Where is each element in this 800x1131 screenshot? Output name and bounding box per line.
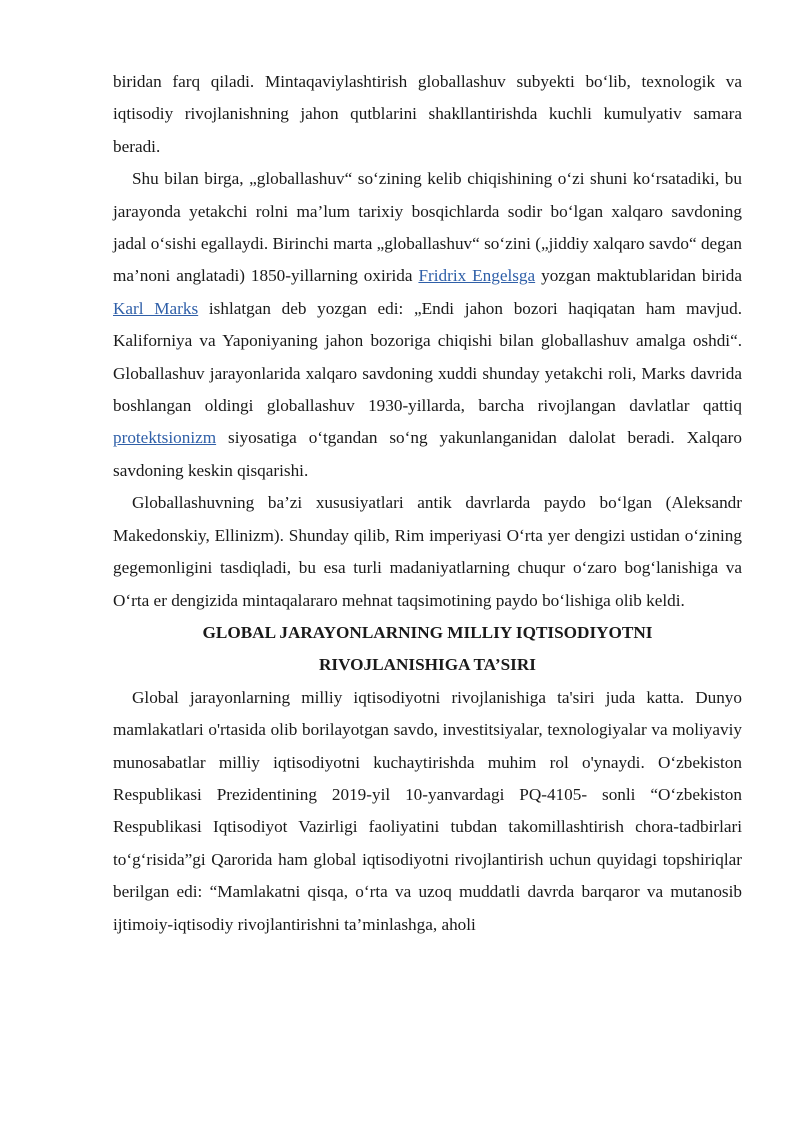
section-heading-line-1: GLOBAL JARAYONLARNING MILLIY IQTISODIYOTNI	[202, 622, 653, 642]
paragraph-4: Global jarayonlarning milliy iqtisodiyotni rivojlanishiga ta'siri juda katta. Dunyo mamlakatlari o'rtasida olib borilayotgan savdo, investitsiyalar, texnologiyalar va moliyaviy munosabatlar milliy iqtisodiyotni kuchaytirishda muhim rol o'ynaydi. O‘zbekiston Respublikasi Prezidentining 2019-yil 10-yanvardagi PQ-4105- sonli “O‘zbekiston Respublikasi Iqtisodiyot Vazirligi faoliyatini tubdan takomillashtirish chora-tadbirlari to‘g‘risida”gi Qarorida ham global iqtisodiyotni rivojlantirish uchun quyidagi topshiriqlar berilgan edi: “Mamlakatni qisqa, o‘rta va uzoq muddatli davrda barqaror va mutanosib ijtimoiy-iqtisodiy rivojlantirishni ta’minlashga, aholi	[113, 687, 742, 934]
paragraph-2-text-3: ishlatgan deb yozgan edi: „Endi jahon bozori haqiqatan ham mavjud. Kaliforniya va Yaponiyaning jahon bozoriga chiqishi bilan globallashuv amalga oshdi“. Globallashuv jarayonlarida xalqaro savdoning xuddi shunday yetakchi roli, Marks davrida boshlangan oldingi globallashuv 1930-yillarda, barcha rivojlangan davlatlar qattiq	[113, 298, 742, 416]
paragraph-2-text-1: Shu bilan birga, „globallashuv“ so‘zining kelib chiqishining o‘zi shuni ko‘rsatadiki, bu jarayonda yetakchi rolni ma’lum tarixiy bosqichlarda sodir bo‘lgan xalqaro savdoning jadal o‘sishi egallaydi. Birinchi marta „globallashuv“ so‘zini („jiddiy xalqaro savdo“ degan ma’noni anglatadi) 1850-yillarning oxirida	[113, 169, 742, 286]
paragraph-2	[113, 163, 742, 487]
paragraph-2-text-4: siyosatiga o‘tgandan so‘ng yakunlanganidan dalolat beradi. Xalqaro savdoning keskin qisqarishi.	[113, 428, 742, 480]
link-karl-marks[interactable]: Karl Marks	[113, 298, 199, 318]
paragraph-2-text-2: yozgan maktublaridan birida	[535, 266, 743, 286]
link-fridrix-engels[interactable]: Fridrix Engelsga	[418, 266, 536, 286]
document-page	[113, 66, 742, 941]
section-heading	[113, 617, 742, 682]
section-heading-line-2: RIVOJLANISHIGA TA’SIRI	[319, 655, 536, 675]
paragraph-3: Globallashuvning ba’zi xususiyatlari antik davrlarda paydo bo‘lgan (Aleksandr Makedonskiy, Ellinizm). Shunday qilib, Rim imperiyasi O‘rta yer dengizi ustidan o‘zining gegemonligini tasdiqladi, bu esa turli madaniyatlarning chuqur o‘zaro bog‘lanishiga va O‘rta er dengizida mintaqalararo mehnat taqsimotining paydo bo‘lishiga olib keldi.	[113, 493, 742, 610]
paragraph-1: biridan farq qiladi. Mintaqaviylashtirish globallashuv subyekti bo‘lib, texnologik va iqtisodiy rivojlanishning jahon qutblarini shakllantirishda kuchli kumulyativ samara beradi.	[113, 72, 742, 156]
link-protektsionizm[interactable]: protektsionizm	[113, 428, 217, 448]
